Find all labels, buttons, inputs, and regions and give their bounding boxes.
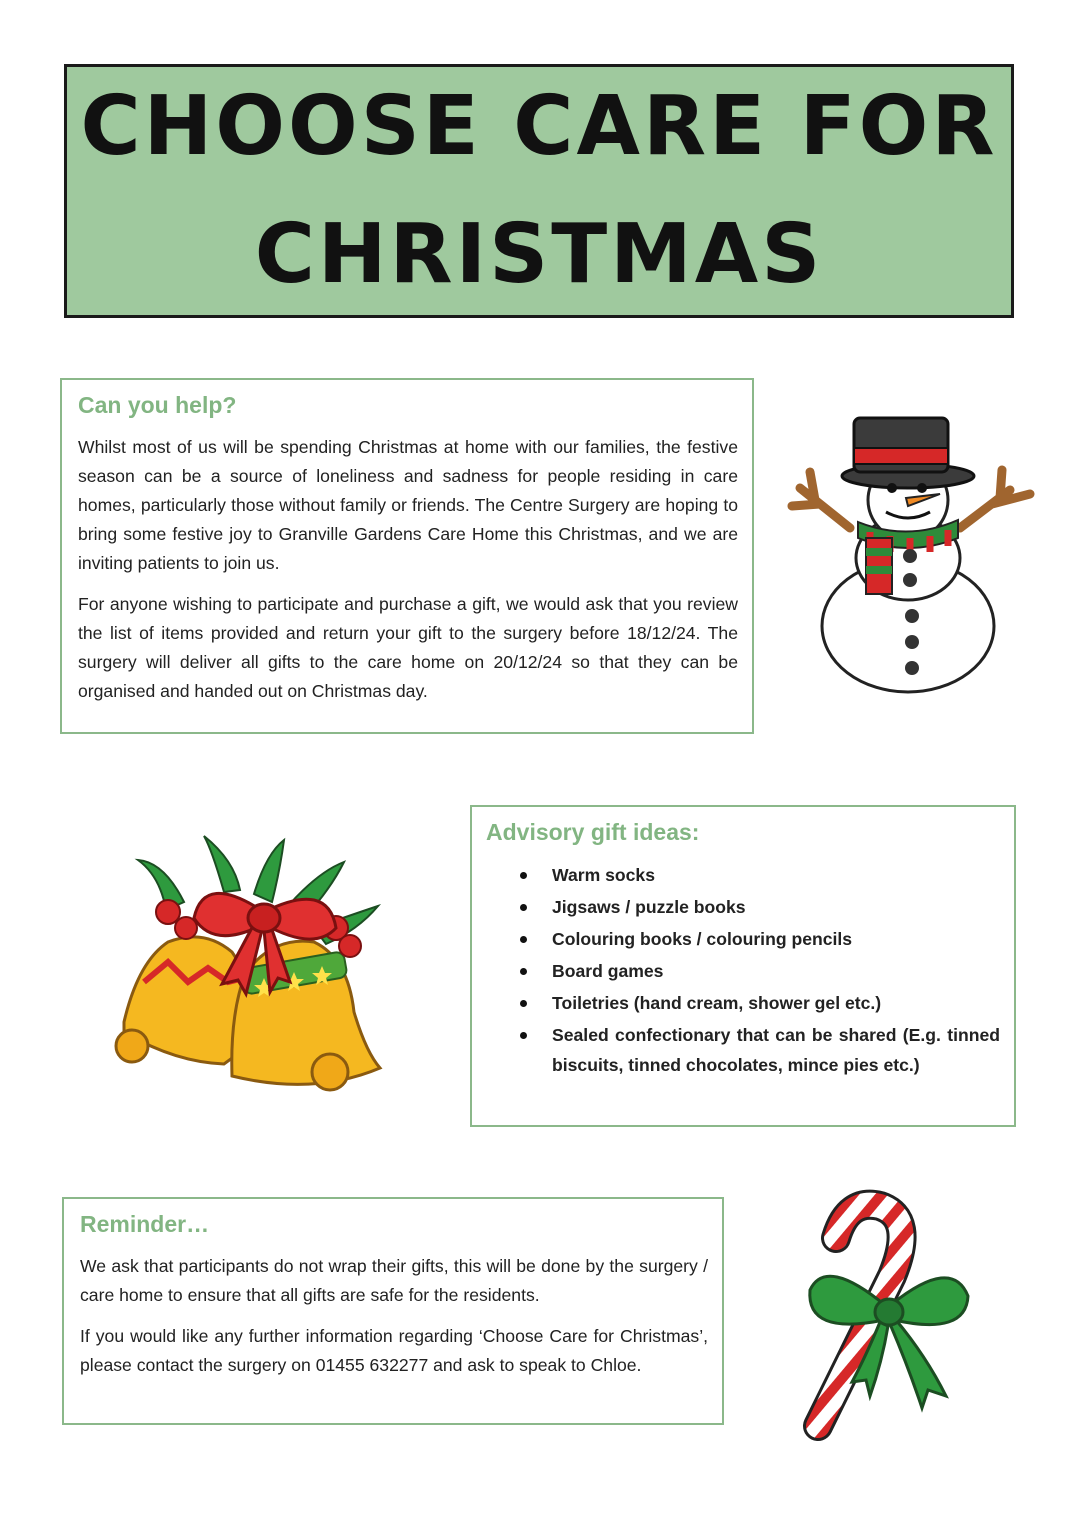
christmas-bells-illustration — [104, 832, 388, 1098]
title-banner — [64, 64, 1014, 318]
gift-ideas-heading: Advisory gift ideas: — [486, 819, 700, 845]
gift-idea-item: Board games — [486, 956, 1000, 986]
snowman-illustration — [780, 408, 1046, 698]
help-paragraph-2: For anyone wishing to participate and purchase a gift, we would ask that you review the list of items provided and return your gift to the surgery before 18/12/24. The surgery will deliver all gifts to the care home on 20/12/24 so that they can be organised and handed out on Christmas day. — [78, 594, 738, 701]
reminder-paragraph-2: If you would like any further information regarding ‘Choose Care for Christmas’, please contact the surgery on 01455 632277 and ask to speak to Chloe. — [80, 1326, 708, 1375]
help-section — [60, 378, 754, 734]
reminder-section — [62, 1197, 724, 1425]
reminder-paragraph-1: We ask that participants do not wrap their gifts, this will be done by the surgery / care home to ensure that all gifts are safe for the residents. — [80, 1256, 708, 1305]
help-heading: Can you help? — [78, 392, 237, 418]
gift-idea-item: Warm socks — [486, 860, 1000, 890]
title-line-2: CHRISTMAS — [254, 207, 824, 302]
candy-cane-illustration — [796, 1186, 976, 1444]
gift-idea-item: Jigsaws / puzzle books — [486, 892, 1000, 922]
gift-ideas-section — [470, 805, 1016, 1127]
title-line-1: CHOOSE CARE FOR — [80, 79, 998, 174]
gift-idea-item: Colouring books / colouring pencils — [486, 924, 1000, 954]
help-paragraph-1: Whilst most of us will be spending Christmas at home with our families, the festive season can be a source of loneliness and sadness for people residing in care homes, particularly those without family or friends. The Centre Surgery are hoping to bring some festive joy to Granville Gardens Care Home this Christmas, and we are inviting patients to join us. — [78, 437, 738, 573]
gift-ideas-list — [486, 860, 1000, 1080]
gift-idea-item: Toiletries (hand cream, shower gel etc.) — [486, 988, 1000, 1018]
reminder-heading: Reminder… — [80, 1211, 210, 1237]
gift-idea-item: Sealed confectionary that can be shared (E.g. tinned biscuits, tinned chocolates, mince pies etc.) — [486, 1020, 1000, 1080]
